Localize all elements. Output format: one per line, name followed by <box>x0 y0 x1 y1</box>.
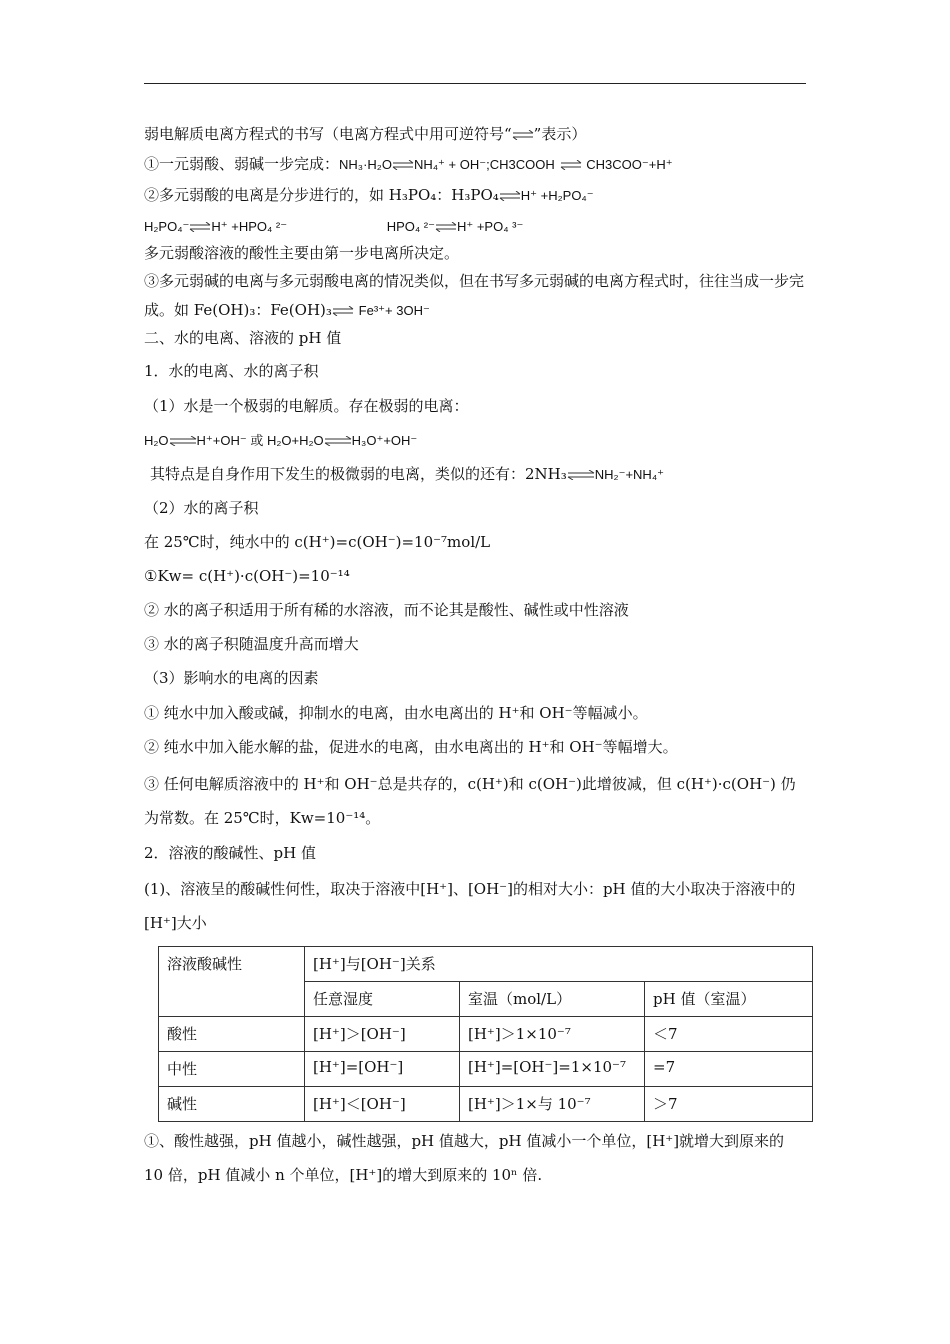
list-item: ③ 任何电解质溶液中的 H⁺和 OH⁻总是共存的，c(H⁺)和 c(OH⁻)此增彼减，但 c(H⁺)·c(OH⁻) 仍为常数。在 25℃时，Kw=10⁻¹⁴。 <box>144 775 796 827</box>
table-row <box>159 947 813 982</box>
paragraph: ①Kw= c(H⁺)·c(OH⁻)=10⁻¹⁴ <box>144 567 350 585</box>
acidity-table <box>158 946 813 1122</box>
table-cell: 酸性 <box>159 1017 305 1052</box>
table-cell: =7 <box>645 1052 813 1087</box>
subsection-heading: 1．水的电离、水的离子积 <box>144 362 319 380</box>
table-cell: 碱性 <box>159 1087 305 1122</box>
title-line: 弱电解质电离方程式的书写（电离方程式中用可逆符号“ ”表示） <box>144 125 587 143</box>
table-cell: [H⁺]=[OH⁻] <box>305 1052 460 1087</box>
table-row <box>159 1052 813 1087</box>
line-steps: H₂PO₄⁻ H⁺ +HPO₄ ²⁻ HPO₄ ²⁻ H⁺ +PO₄ ³⁻ <box>144 219 524 234</box>
subsection-heading: 2．溶液的酸碱性、pH 值 <box>144 844 316 862</box>
equilibrium-arrow-icon <box>169 436 197 446</box>
table-cell: ＜7 <box>645 1017 813 1052</box>
line-monoacid: ①一元弱酸、弱碱一步完成：NH₃·H₂O NH₄⁺ + OH⁻;CH3COOH CH3COO⁻+H⁺ <box>144 155 673 173</box>
table-cell: [H⁺]＞1×与 10⁻⁷ <box>460 1087 645 1122</box>
reversible-arrow-icon <box>435 222 457 232</box>
table-cell: 溶液酸碱性 <box>159 947 305 1017</box>
paragraph-last: ①、酸性越强，pH 值越小，碱性越强，pH 值越大，pH 值减小一个单位，[H⁺]就增大到原来的 10 倍，pH 值减小 n 个单位，[H⁺]的增大到原来的 10ⁿ 倍. <box>144 1132 785 1184</box>
reversible-arrow-icon <box>189 222 211 232</box>
section-heading: 二、水的电离、溶液的 pH 值 <box>144 329 342 347</box>
reversible-arrow-icon <box>332 306 354 316</box>
table-row <box>159 1087 813 1122</box>
paragraph: （1）水是一个极弱的电解质。存在极弱的电离： <box>144 397 469 415</box>
reversible-arrow-icon <box>560 160 582 170</box>
equation-water: H₂O H⁺+OH⁻ 或 H₂O+H₂O H₃O⁺+OH⁻ <box>144 433 418 448</box>
table-cell: [H⁺]＜[OH⁻] <box>305 1087 460 1122</box>
header-rule <box>144 83 806 84</box>
table-cell: 室温（mol/L） <box>460 982 645 1017</box>
equilibrium-arrow-icon <box>567 470 595 480</box>
list-item: ② 纯水中加入能水解的盐，促进水的电离，由水电离出的 H⁺和 OH⁻等幅增大。 <box>144 738 678 756</box>
equilibrium-arrow-icon <box>324 436 352 446</box>
line-first-step: 多元弱酸溶液的酸性主要由第一步电离所决定。 <box>144 244 460 262</box>
table-cell: [H⁺]＞1×10⁻⁷ <box>460 1017 645 1052</box>
list-item: ① 纯水中加入酸或碱，抑制水的电离，由水电离出的 H⁺和 OH⁻等幅减小。 <box>144 704 648 722</box>
table-row <box>159 1017 813 1052</box>
reversible-arrow-icon <box>512 130 534 140</box>
paragraph: （3）影响水的电离的因素 <box>144 669 319 687</box>
paragraph: ③ 水的离子积随温度升高而增大 <box>144 635 359 653</box>
table-cell: 任意湿度 <box>305 982 460 1017</box>
reversible-arrow-icon <box>392 160 414 170</box>
table-cell: [H⁺]=[OH⁻]=1×10⁻⁷ <box>460 1052 645 1087</box>
reversible-arrow-icon <box>499 191 521 201</box>
table-cell: ＞7 <box>645 1087 813 1122</box>
paragraph: (1)、溶液呈的酸碱性何性，取决于溶液中[H⁺]、[OH⁻]的相对大小：pH 值的大小取决于溶液中的[H⁺]大小 <box>144 880 796 932</box>
paragraph: （2）水的离子积 <box>144 499 259 517</box>
table-cell: 中性 <box>159 1052 305 1087</box>
line-polyacid: ②多元弱酸的电离是分步进行的，如 H₃PO₄：H₃PO₄ H⁺ +H₂PO₄⁻ <box>144 186 594 204</box>
paragraph: 在 25℃时，纯水中的 c(H⁺)=c(OH⁻)=10⁻⁷mol/L <box>144 533 491 551</box>
paragraph: ② 水的离子积适用于所有稀的水溶液，而不论其是酸性、碱性或中性溶液 <box>144 601 629 619</box>
paragraph-feature: 其特点是自身作用下发生的极微弱的电离，类似的还有：2NH₃ NH₂⁻+NH₄⁺ <box>150 465 664 483</box>
line-polybase: ③多元弱碱的电离与多元弱酸电离的情况类似，但在书写多元弱碱的电离方程式时，往往当成一步完成。如 Fe(OH)₃：Fe(OH)₃ Fe³⁺+ 3OH⁻ <box>144 272 805 319</box>
table-cell: pH 值（室温） <box>645 982 813 1017</box>
table-cell: [H⁺]＞[OH⁻] <box>305 1017 460 1052</box>
table-cell: [H⁺]与[OH⁻]关系 <box>305 947 813 982</box>
